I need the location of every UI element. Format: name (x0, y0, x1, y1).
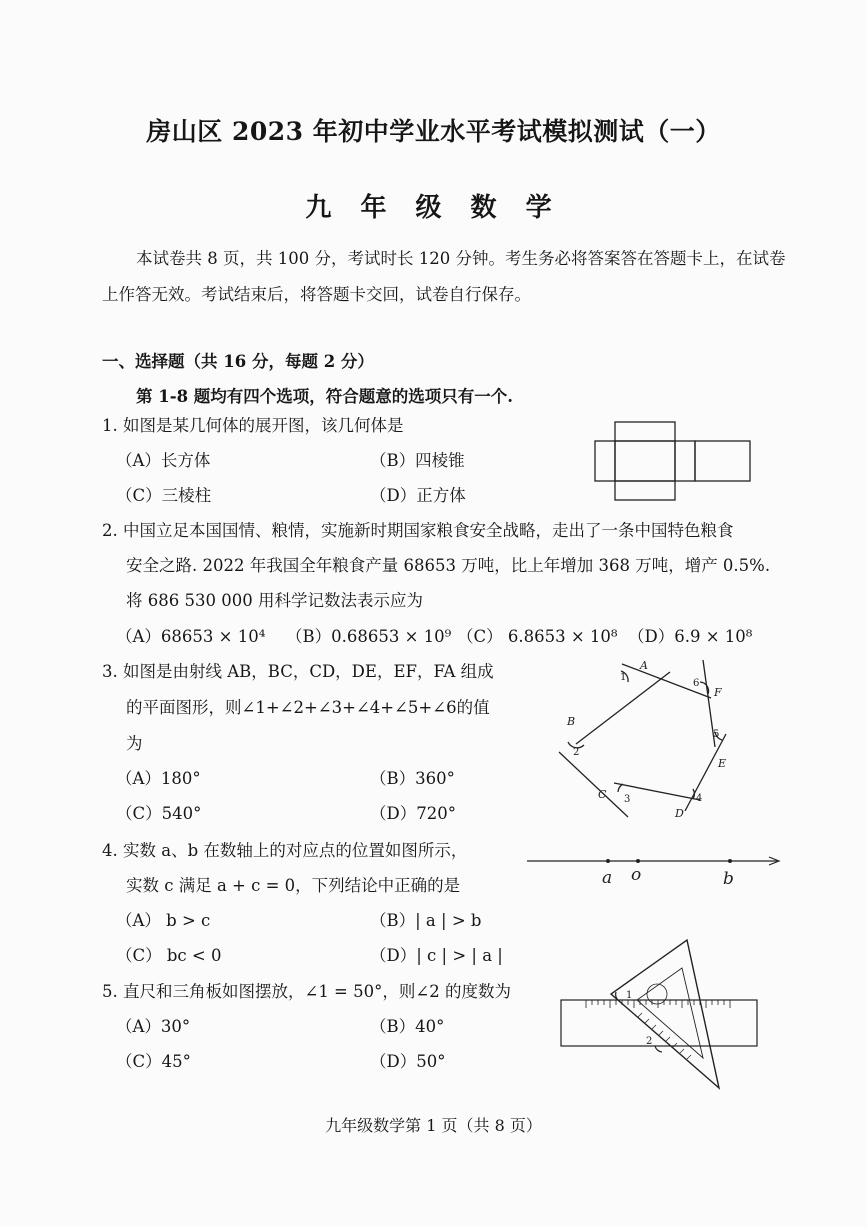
q3-angle-2: 2 (573, 747, 580, 758)
question-4-line1: 4. 实数 a、b 在数轴上的对应点的位置如图所示， (102, 841, 468, 860)
q3-label-A: A (640, 659, 648, 672)
question-3-line1: 3. 如图是由射线 AB，BC，CD，DE，EF，FA 组成 (102, 662, 494, 681)
q5-angle-2: 2 (646, 1036, 653, 1047)
q1-net-figure (590, 418, 755, 503)
q1-option-b: （B）四棱锥 (370, 451, 465, 470)
question-2-line1: 2. 中国立足本国国情、粮情，实施新时期国家粮食安全战略，走出了一条中国特色粮食 (102, 521, 734, 540)
q3-option-d: （D）720° (370, 804, 456, 823)
q3-rays-figure (550, 652, 750, 822)
q3-label-F: F (714, 686, 722, 699)
q3-label-B: B (567, 715, 576, 728)
ruler (561, 1000, 757, 1046)
q5-option-c: （C）45° (116, 1052, 191, 1071)
q4-option-c: （C） bc < 0 (116, 946, 222, 965)
section-instruction: 第 1-8 题均有四个选项，符合题意的选项只有一个. (136, 387, 514, 406)
q2-option-b: （B）0.68653 × 10⁹ (286, 627, 452, 646)
q3-label-D: D (675, 807, 684, 820)
q3-angle-6: 6 (693, 678, 700, 689)
q1-option-a: （A）长方体 (116, 451, 211, 470)
question-5-line1: 5. 直尺和三角板如图摆放，∠1 = 50°，则∠2 的度数为 (102, 982, 511, 1001)
q3-option-c: （C）540° (116, 804, 202, 823)
q3-angle-4: 4 (696, 793, 703, 804)
question-4-line2: 实数 c 满足 a + c = 0，下列结论中正确的是 (126, 876, 461, 895)
exam-subtitle: 九 年 级 数 学 (305, 193, 562, 223)
page-footer: 九年级数学第 1 页（共 8 页） (325, 1116, 542, 1135)
question-2-line3: 将 686 530 000 用科学记数法表示应为 (126, 591, 423, 610)
q4-point-b: b (723, 869, 734, 889)
q4-option-b: （B）| a | > b (370, 911, 482, 930)
question-3-line3: 为 (126, 734, 143, 753)
q2-option-d: （D）6.9 × 10⁸ (628, 627, 753, 646)
exam-title: 房山区 2023 年初中学业水平考试模拟测试（一） (146, 117, 721, 146)
q4-point-a: a (602, 868, 613, 888)
q5-angle-1: 1 (626, 990, 633, 1001)
q3-angle-3: 3 (624, 794, 631, 805)
q5-option-a: （A）30° (116, 1017, 191, 1036)
section-heading: 一、选择题（共 16 分，每题 2 分） (102, 352, 374, 371)
q2-option-a: （A）68653 × 10⁴ (116, 627, 266, 646)
set-square (611, 940, 719, 1088)
q3-option-b: （B）360° (370, 769, 455, 788)
q3-angle-1: 1 (620, 672, 627, 683)
q3-label-E: E (718, 757, 727, 770)
q5-option-d: （D）50° (370, 1052, 446, 1071)
q4-origin-o: o (631, 865, 642, 885)
q1-option-d: （D）正方体 (370, 486, 466, 505)
q3-label-C: C (598, 788, 607, 801)
q5-ruler-triangle-figure (556, 938, 761, 1093)
question-1-text: 1. 如图是某几何体的展开图，该几何体是 (102, 416, 404, 435)
q3-option-a: （A）180° (116, 769, 201, 788)
q4-option-d: （D）| c | > | a | (370, 946, 503, 965)
q2-option-c: （C） 6.8653 × 10⁸ (457, 627, 618, 646)
q1-option-c: （C）三棱柱 (116, 486, 212, 505)
q4-option-a: （A） b > c (116, 911, 211, 930)
exam-instructions: 本试卷共 8 页，共 100 分，考试时长 120 分钟。考生务必将答案答在答题卡上，在试卷上作答无效。考试结束后，将答题卡交回，试卷自行保存。 (102, 249, 786, 304)
q5-option-b: （B）40° (370, 1017, 445, 1036)
q4-number-line (525, 850, 787, 890)
q3-angle-5: 5 (713, 729, 720, 740)
question-3-line2: 的平面图形，则∠1+∠2+∠3+∠4+∠5+∠6的值 (126, 698, 490, 717)
question-2-line2: 安全之路. 2022 年我国全年粮食产量 68653 万吨，比上年增加 368 万吨，增产 0.5%. (126, 556, 771, 575)
